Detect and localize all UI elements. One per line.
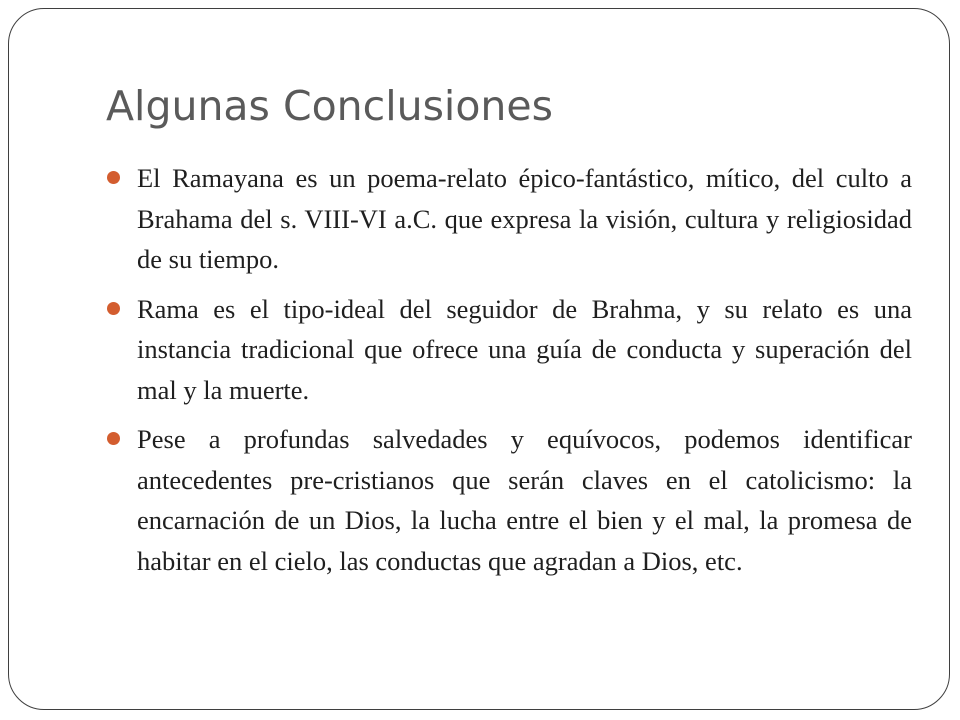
bullet-item-2 bbox=[106, 289, 912, 411]
bullet-item-3 bbox=[106, 419, 912, 581]
bullet-dot-icon bbox=[107, 302, 120, 315]
bullet-list bbox=[106, 158, 912, 590]
slide-title: Algunas Conclusiones bbox=[106, 82, 553, 130]
bullet-text: El Ramayana es un poema-relato épico-fantástico, mítico, del culto a Brahama del s. VIII-VI a.C. que expresa la visión, cultura y religiosidad de su tiempo. bbox=[137, 163, 912, 274]
bullet-item-1 bbox=[106, 158, 912, 280]
bullet-dot-icon bbox=[107, 432, 120, 445]
bullet-dot-icon bbox=[107, 171, 120, 184]
bullet-text: Pese a profundas salvedades y equívocos, podemos identificar antecedentes pre-cristianos que serán claves en el catolicismo: la encarnación de un Dios, la lucha entre el bien y el mal, la promesa de habitar en el cielo, las conductas que agradan a Dios, etc. bbox=[137, 424, 912, 576]
bullet-text: Rama es el tipo-ideal del seguidor de Brahma, y su relato es una instancia tradicional que ofrece una guía de conducta y superación del mal y la muerte. bbox=[137, 293, 912, 405]
